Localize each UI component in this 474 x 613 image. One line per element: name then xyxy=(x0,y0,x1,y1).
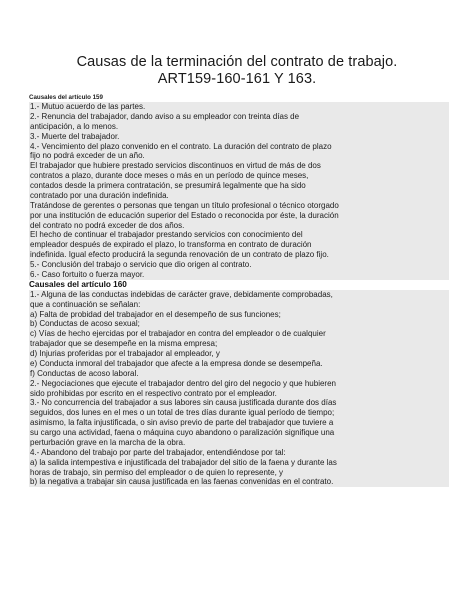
section-159-line: indefinida. Igual efecto producirá la segunda renovación de un contrato de plazo fijo. xyxy=(29,250,449,260)
section-159-line: fijo no podrá exceder de un año. xyxy=(29,151,449,161)
section-160-line: b) Conductas de acoso sexual; xyxy=(29,319,449,329)
section-160-heading: Causales del artículo 160 xyxy=(29,279,127,289)
section-160-line: seguidos, dos lunes en el mes o un total de tres días durante igual período de tiempo; xyxy=(29,408,449,418)
section-159-line: 2.- Renuncia del trabajador, dando aviso a su empleador con treinta días de xyxy=(29,112,449,122)
section-159-line: El hecho de continuar el trabajador prestando servicios con conocimiento del xyxy=(29,230,449,240)
title-line-1: Causas de la terminación del contrato de trabajo. xyxy=(76,54,398,70)
section-160-line: 3.- No concurrencia del trabajador a sus labores sin causa justificada durante dos días xyxy=(29,398,449,408)
section-160-line: sido prohibidas por escrito en el respectivo contrato por el empleador. xyxy=(29,389,449,399)
section-159-line: El trabajador que hubiere prestado servicios discontinuos en virtud de más de dos xyxy=(29,161,449,171)
document-title xyxy=(24,54,450,88)
section-160-line: su cargo una actividad, faena o máquina cuyo abandono o paralización signifique una xyxy=(29,428,449,438)
section-159-line: contratos a plazo, durante doce meses o más en un período de quince meses, xyxy=(29,171,449,181)
section-160-line: f) Conductas de acoso laboral. xyxy=(29,369,449,379)
section-160-line: d) Injurias proferidas por el trabajador al empleador, y xyxy=(29,349,449,359)
title-line-2: ART159-160-161 Y 163. xyxy=(157,71,317,87)
section-159-line: 6.- Caso fortuito o fuerza mayor. xyxy=(29,270,449,280)
section-159-line: anticipación, a lo menos. xyxy=(29,122,449,132)
section-159-line: 1.- Mutuo acuerdo de las partes. xyxy=(29,102,449,112)
section-160-line: 1.- Alguna de las conductas indebidas de carácter grave, debidamente comprobadas, xyxy=(29,290,449,300)
section-160-line: trabajador que se desempeñe en la misma empresa; xyxy=(29,339,449,349)
section-160-line: horas de trabajo, sin permiso del empleador o de quien lo represente, y xyxy=(29,468,449,478)
section-159-body xyxy=(29,102,449,280)
section-159-line: empleador después de expirado el plazo, lo transforma en contrato de duración xyxy=(29,240,449,250)
section-160-line: que a continuación se señalan: xyxy=(29,300,449,310)
section-160-line: e) Conducta inmoral del trabajador que afecte a la empresa donde se desempeña. xyxy=(29,359,449,369)
section-159-line: Tratándose de gerentes o personas que tengan un título profesional o técnico otorgado xyxy=(29,201,449,211)
section-159-line: 5.- Conclusión del trabajo o servicio que dio origen al contrato. xyxy=(29,260,449,270)
section-160-line: a) la salida intempestiva e injustificada del trabajador del sitio de la faena y durante las xyxy=(29,458,449,468)
section-160-line: asimismo, la falta injustificada, o sin aviso previo de parte del trabajador que tuviere a xyxy=(29,418,449,428)
section-160-line: a) Falta de probidad del trabajador en el desempeño de sus funciones; xyxy=(29,310,449,320)
section-159-line: 4.- Vencimiento del plazo convenido en el contrato. La duración del contrato de plazo xyxy=(29,142,449,152)
section-159-line: 3.- Muerte del trabajador. xyxy=(29,132,449,142)
section-160-line: 2.- Negociaciones que ejecute el trabajador dentro del giro del negocio y que hubieren xyxy=(29,379,449,389)
section-160-line: perturbación grave en la marcha de la obra. xyxy=(29,438,449,448)
section-159-line: contratado por una duración indefinida. xyxy=(29,191,449,201)
section-159-line: del contrato no podrá exceder de dos años. xyxy=(29,221,449,231)
section-160-line: c) Vías de hecho ejercidas por el trabajador en contra del empleador o de cualquier xyxy=(29,329,449,339)
section-159-line: contados desde la primera contratación, se presumirá legalmente que ha sido xyxy=(29,181,449,191)
section-159-line: por una institución de educación superior del Estado o reconocida por éste, la duración xyxy=(29,211,449,221)
section-159-heading: Causales del artículo 159 xyxy=(29,94,103,101)
section-160-body xyxy=(29,290,449,488)
section-160-line: 4.- Abandono del trabajo por parte del trabajador, entendiéndose por tal: xyxy=(29,448,449,458)
section-160-line: b) la negativa a trabajar sin causa justificada en las faenas convenidas en el contrato. xyxy=(29,477,449,487)
document-body xyxy=(29,94,449,487)
